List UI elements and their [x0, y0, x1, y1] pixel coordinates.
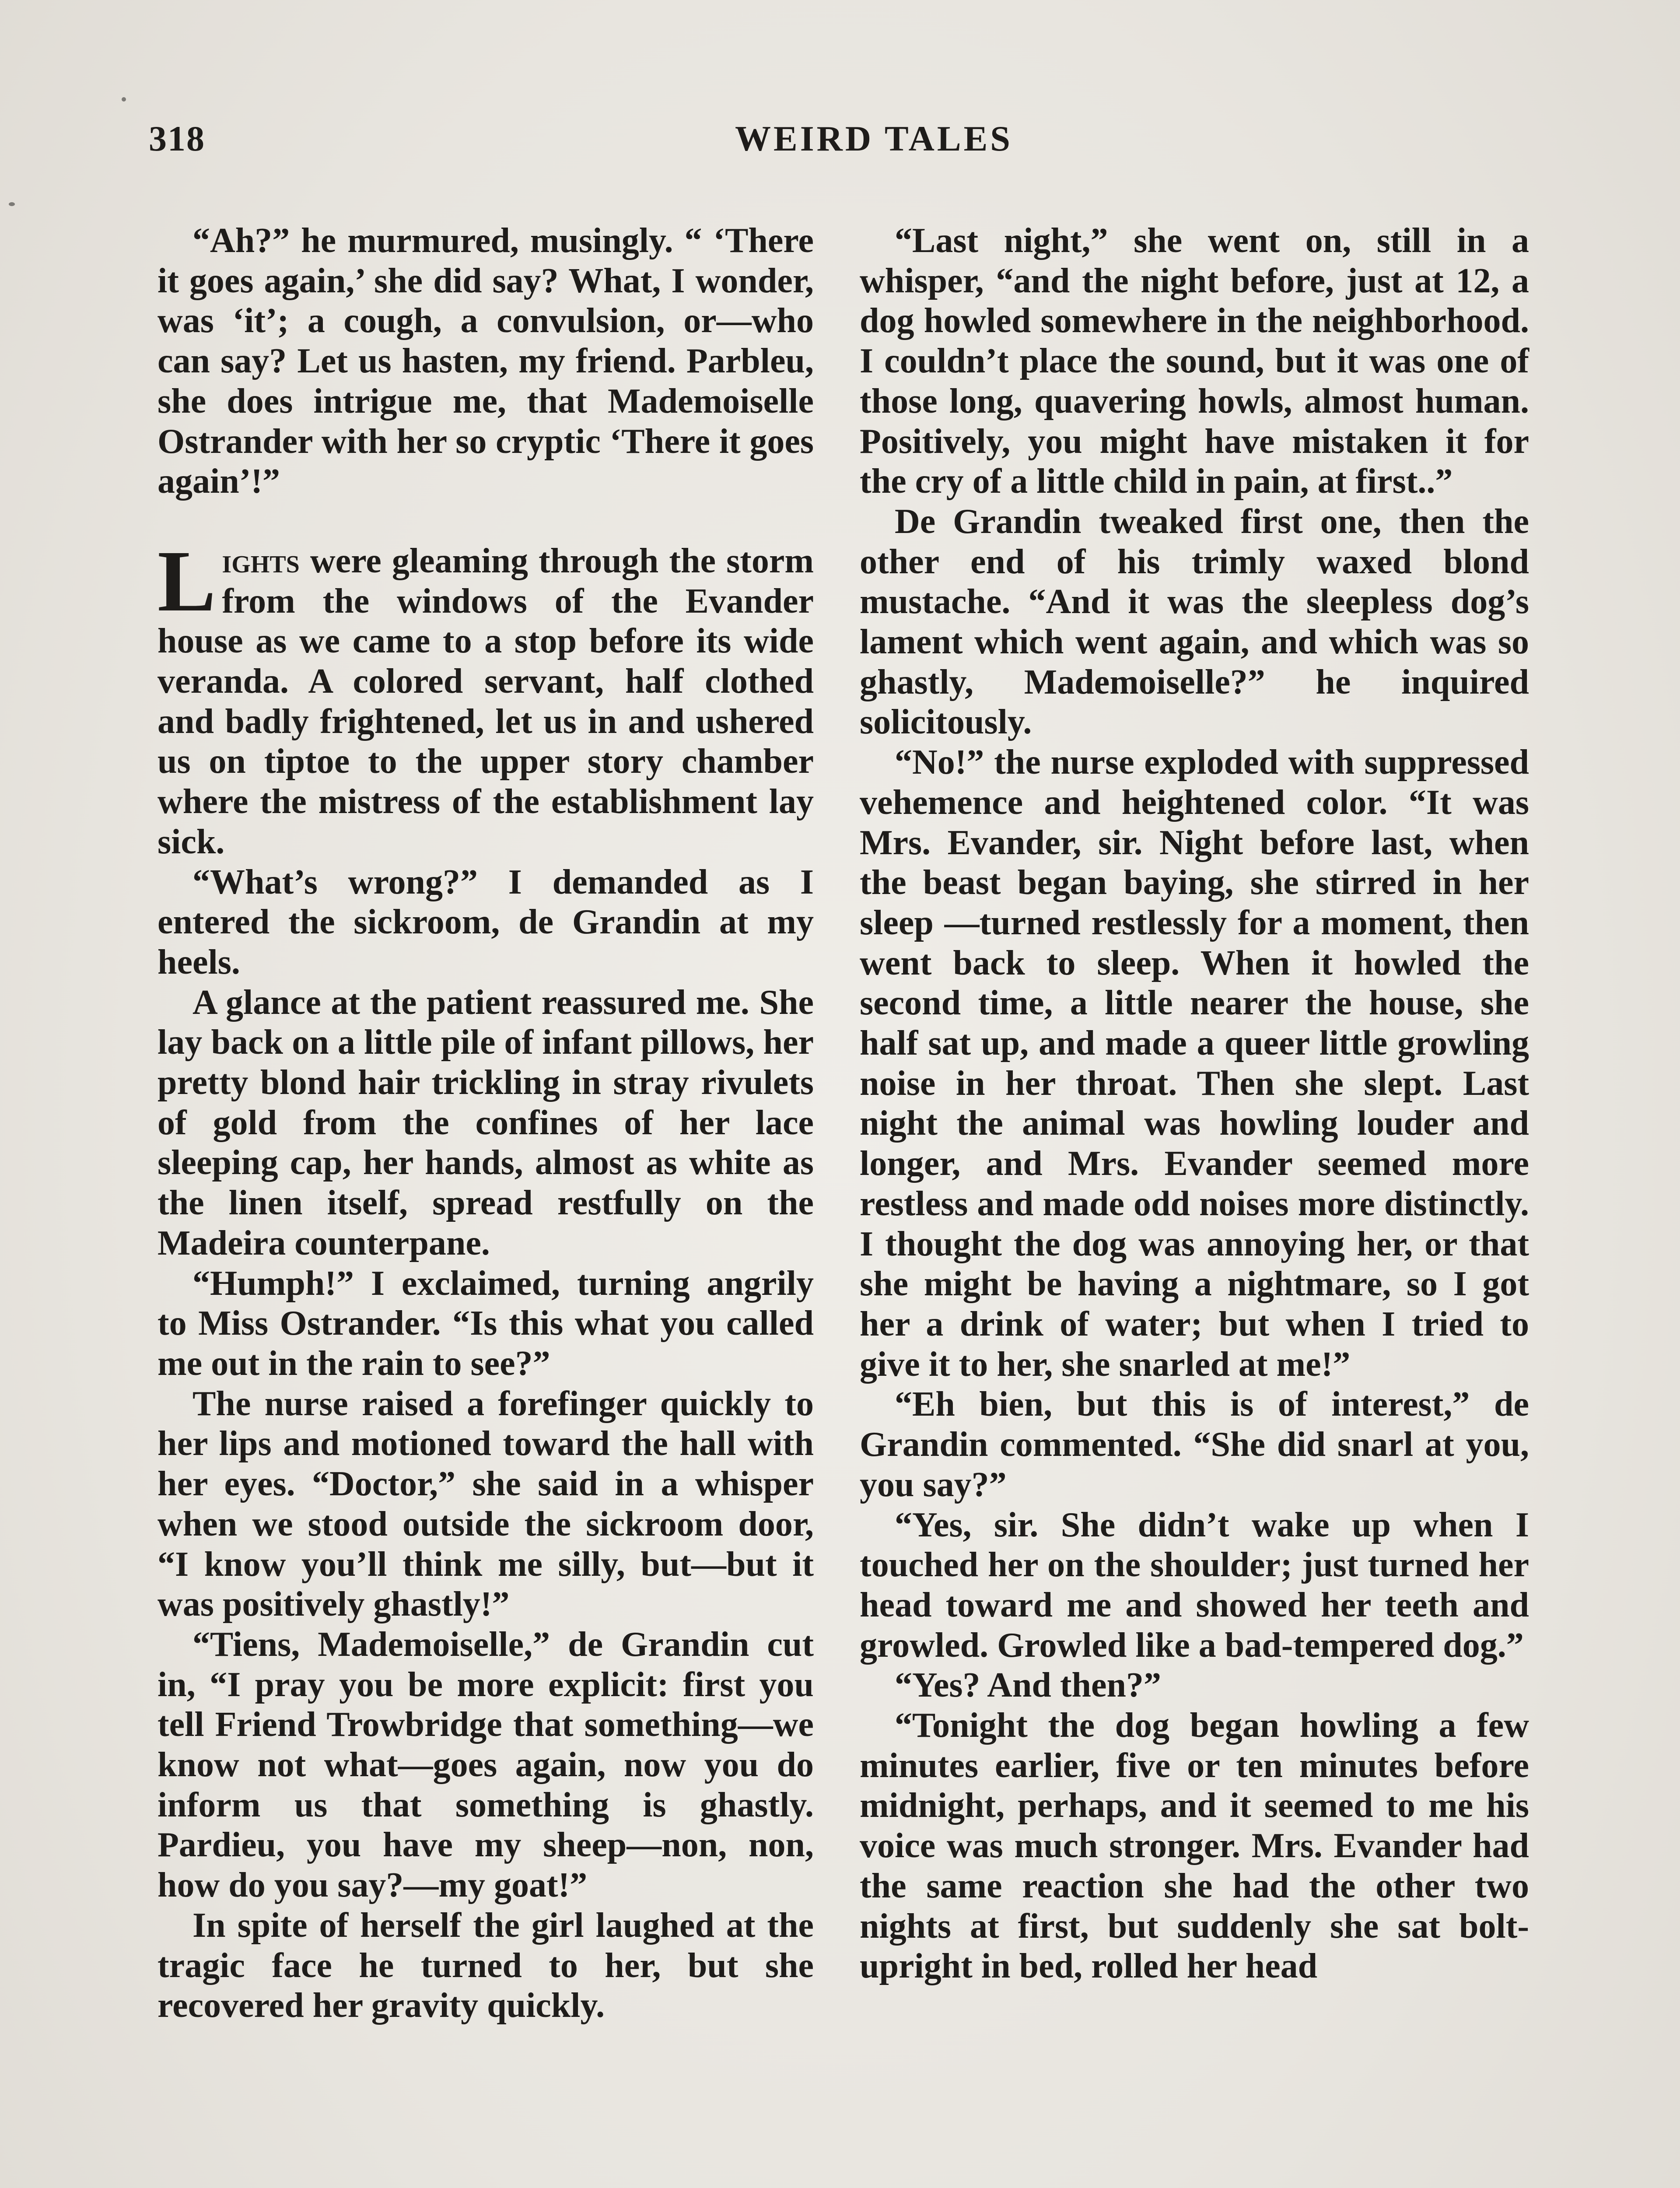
- paragraph: “Last night,” she went on, still in a whisper, “and the night before, just at 12, a dog howled somewhere in the neighborhood. I couldn’t place the sound, but it was one of those long, quavering howls, almost human. Positively, you might have mistaken it for the cry of a little child in pain, at first..”: [860, 221, 1529, 501]
- paragraph: A glance at the patient reassured me. She lay back on a little pile of infant pillows, her pretty blond hair trickling in stray rivulets of gold from the confines of her lace sleeping cap, her hands, almost as white as the linen itself, spread restfully on the Madeira counterpane.: [158, 983, 814, 1262]
- paragraph: “Ah?” he murmured, musingly. “ ‘There it goes again,’ she did say? What, I wonder, was ‘it’; a cough, a convulsion, or—who can say? Let us hasten, my friend. Parbleu, she does intrigue me, that Mademoiselle Ostrander with her so cryptic ‘There it goes again’!”: [158, 221, 814, 501]
- paragraph: “Eh bien, but this is of interest,” de Grandin commented. “She did snarl at you, you say?”: [860, 1385, 1529, 1504]
- running-head-title: WEIRD TALES: [735, 119, 1013, 158]
- paragraph: “Yes, sir. She didn’t wake up when I touched her on the shoulder; just turned her head toward me and showed her teeth and growled. Growled like a bad-tempered dog.”: [860, 1505, 1529, 1665]
- paragraph: In spite of herself the girl laughed at the tragic face he turned to her, but she recovered her gravity quickly.: [158, 1906, 814, 2025]
- paragraph: “Humph!” I exclaimed, turning angrily to Miss Ostrander. “Is this what you called me out in the rain to see?”: [158, 1264, 814, 1383]
- drop-cap: L: [158, 533, 216, 630]
- page-header: [149, 118, 1531, 175]
- section-opening-paragraph: [158, 533, 814, 863]
- scan-speck: [9, 202, 15, 206]
- paragraph: “Tiens, Mademoiselle,” de Grandin cut in, “I pray you be more explicit: first you tell Friend Trowbridge that something—we know not what—goes again, now you do inform us that something is ghastly. Pardieu, you have my sheep—non, non, how do you say?—my goat!”: [158, 1625, 814, 1905]
- small-caps-lead: ights: [222, 541, 300, 580]
- paragraph-text: were gleaming through the storm from the windows of the Evander house as we came to a stop before its wide veranda. A colored servant, half clothed and badly frightened, let us in and ushered us on tiptoe to the upper story chamber where the mistress of the establishment lay sick.: [158, 541, 814, 861]
- scan-speck: [122, 97, 126, 102]
- paragraph: “What’s wrong?” I demanded as I entered the sickroom, de Grandin at my heels.: [158, 863, 814, 982]
- page-number: 318: [149, 119, 205, 158]
- paragraph: “Yes? And then?”: [895, 1666, 1162, 1705]
- paragraph: De Grandin tweaked first one, then the other end of his trimly waxed blond mustache. “And it was the sleepless dog’s lament which went again, and which was so ghastly, Mademoiselle?” he inquired solicitously.: [860, 502, 1529, 742]
- left-text-column: [158, 221, 814, 2026]
- paragraph: “Tonight the dog began howling a few minutes earlier, five or ten minutes before midnight, perhaps, and it seemed to me his voice was much stronger. Mrs. Evander had the same reaction she had the other two nights at first, but suddenly she sat bolt-upright in bed, rolled her head: [860, 1706, 1529, 1986]
- right-text-column: [860, 221, 1529, 1987]
- paragraph: The nurse raised a forefinger quickly to her lips and motioned toward the hall with her eyes. “Doctor,” she said in a whisper when we stood outside the sickroom door, “I know you’ll think me silly, but—but it was positively ghastly!”: [158, 1384, 814, 1624]
- paragraph: “No!” the nurse exploded with suppressed vehemence and heightened color. “It was Mrs. Evander, sir. Night before last, when the beast began baying, she stirred in her sleep —turned restlessly for a moment, then went back to sleep. When it howled the second time, a little nearer the house, she half sat up, and made a queer little growling noise in her throat. Then she slept. Last night the animal was howling louder and longer, and Mrs. Evander seemed more restless and made odd noises more distinctly. I thought the dog was annoying her, or that she might be having a nightmare, so I got her a drink of water; but when I tried to give it to her, she snarled at me!”: [860, 743, 1529, 1384]
